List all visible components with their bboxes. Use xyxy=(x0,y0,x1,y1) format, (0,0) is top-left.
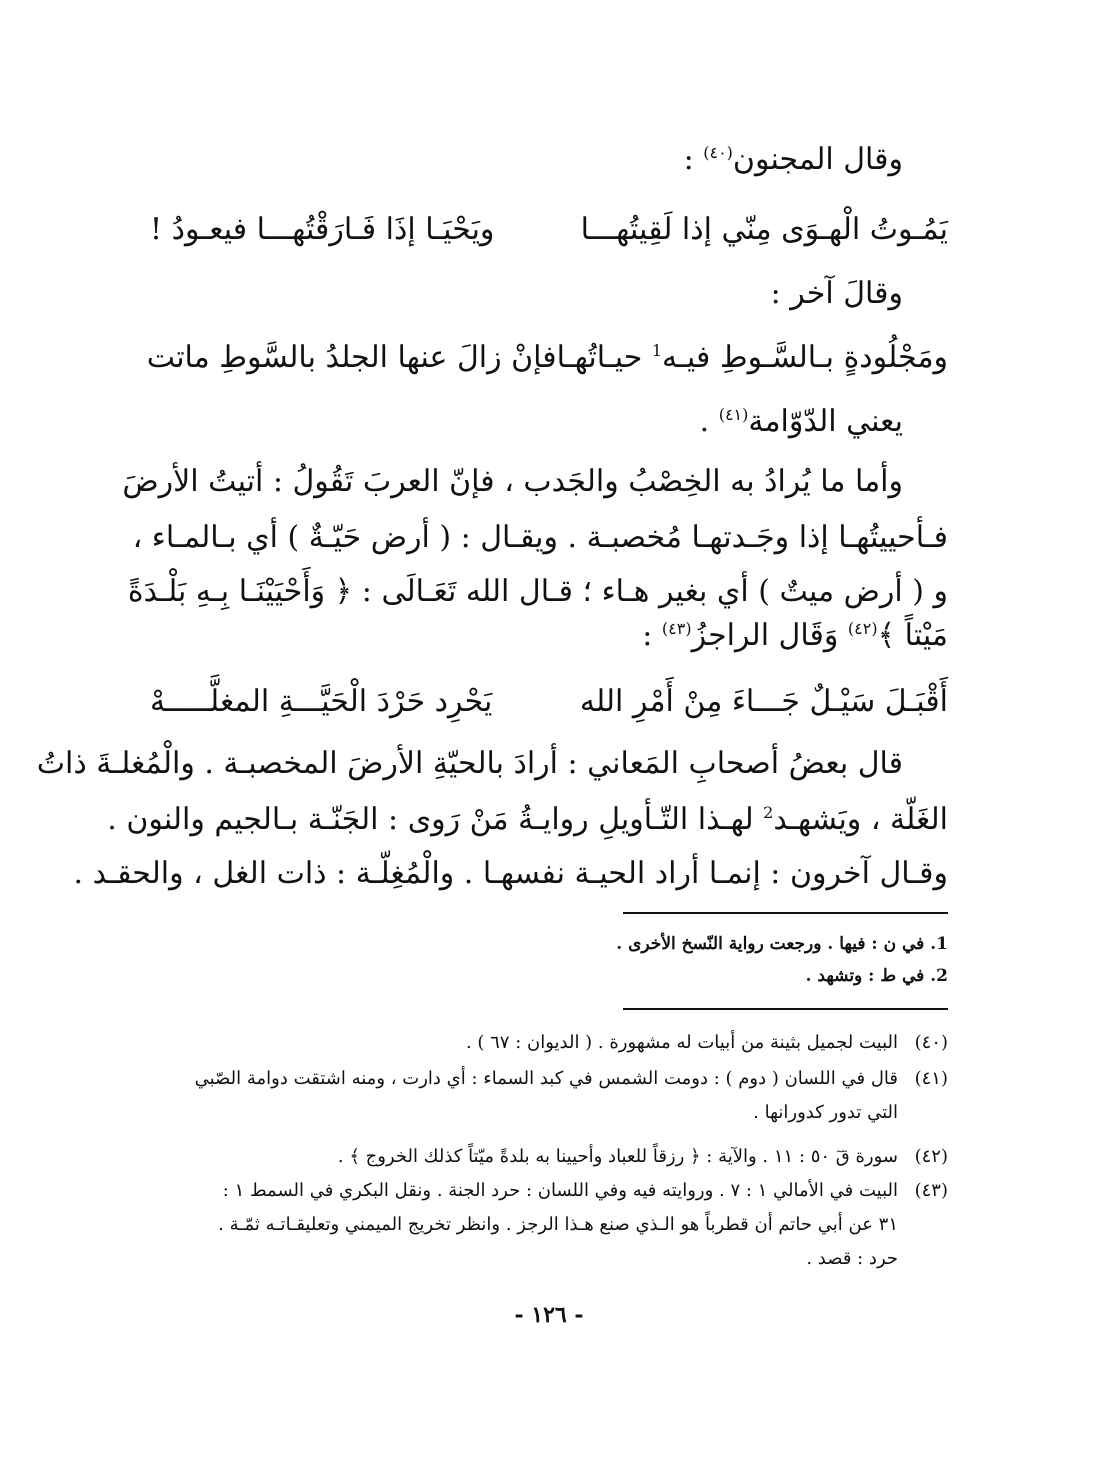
note-number: (٤٣) xyxy=(914,1180,948,1201)
note-number: (٤١) xyxy=(914,1068,948,1089)
note-line: ٣١ عن أبي حاتم أن قطرباً هو الـذي صنع هـذا الرجز . وانظر تخريج الميمني وتعليقـاتـه ثمّـة . xyxy=(218,1214,898,1235)
reference-marker: (٤٢) xyxy=(847,619,878,638)
text: : xyxy=(642,618,662,653)
text: يعني الدّوّامة xyxy=(748,404,903,439)
text: حيـاتُهـا xyxy=(556,340,652,375)
paragraph-2-line-2 xyxy=(107,802,948,837)
footnote-2: 2. في ط : وتشهد . xyxy=(805,966,948,986)
footnote-1: 1. في ن : فيها . ورجعت رواية النّسخ الأخرى . xyxy=(616,934,948,954)
text: الغَلّة ، ويَشهـد xyxy=(773,802,948,837)
intro-line-other: وقالَ آخر : xyxy=(770,276,903,311)
note-41 xyxy=(150,1068,948,1128)
reference-marker: (٤١) xyxy=(718,405,749,424)
notes-divider xyxy=(623,1008,948,1010)
verse-2-first-hemistich xyxy=(557,340,948,375)
page-number: - ١٢٦ - xyxy=(514,1302,584,1328)
verse-1-second-hemistich: ويَحْيَـا إذَا فَـارَقْتُهـــا فيعـودُ ! xyxy=(150,212,495,247)
explanation-line xyxy=(150,404,903,439)
reference-marker: (٤٠) xyxy=(703,143,733,162)
paragraph-1-line-2: فـأحييتُهـا إذا وجَـدتهـا مُخصبـة . ويقـال : ( أرض حَيّـةٌ ) أي بـالمـاء ، xyxy=(132,520,948,555)
note-line: سورة قٓ ٥٠ : ١١ . والآية : ﴿ رزقاً للعباد وأحيينا به بلدةً ميّتاً كذلك الخروج ﴾ . xyxy=(337,1146,898,1167)
footnote-divider xyxy=(623,912,948,914)
footnote-marker: 2 xyxy=(763,803,774,822)
note-line: قال في اللسان ( دوم ) : دومت الشمس في كبد السماء : أي دارت ، ومنه اشتقت دوامة الصّبي xyxy=(194,1068,898,1089)
text: : xyxy=(683,142,704,177)
text: لهـذا التّـأويلِ روايـةُ مَنْ رَوى : الجَنّـة بـالجيم والنون . xyxy=(107,802,764,837)
paragraph-1-line-1: وأما ما يُرادُ به الخِصْبُ والجَدب ، فإنّ العربَ تَقُولُ : أتيتُ الأرضَ xyxy=(122,464,903,499)
reference-marker: (٤٣) xyxy=(661,619,692,638)
verse-3 xyxy=(150,684,948,719)
note-text xyxy=(150,1032,898,1053)
note-43 xyxy=(150,1180,948,1280)
paragraph-1-line-3: و ( أرض ميتٌ ) أي بغير هـاء ؛ قـال الله تَعَـالَى : ﴿ وَأَحْيَيْنَـا بِـهِ بَلْـدَةً xyxy=(127,574,948,609)
paragraph-1-line-4 xyxy=(150,618,948,653)
verse-1 xyxy=(150,212,948,247)
verse-3-second-hemistich: يَحْرِد حَرْدَ الْحَيَّـــةِ المغلَّـــــهْ xyxy=(150,684,493,719)
verse-2-second-hemistich: فإنْ زالَ عنها الجلدُ بالسَّوطِ ماتت xyxy=(146,340,557,375)
note-line: حرد : قصد . xyxy=(806,1248,898,1269)
note-text xyxy=(150,1180,898,1269)
text: مَيْتاً ﴾ xyxy=(877,618,948,653)
note-line: البيت لجميل بثينة من أبيات له مشهورة . ( الديوان : ٦٧ ) . xyxy=(465,1032,898,1053)
note-40 xyxy=(150,1032,948,1062)
note-42 xyxy=(150,1146,948,1176)
paragraph-2-line-3: وقـال آخرون : إنمـا أراد الحيـة نفسهـا . والْمُغِلّـة : ذات الغل ، والحقـد . xyxy=(73,856,948,891)
note-number: (٤٠) xyxy=(914,1032,948,1053)
note-text xyxy=(150,1146,898,1167)
text: ومَجْلُودةٍ بـالسَّـوطِ فيـه xyxy=(662,340,948,375)
paragraph-2-line-1: قال بعضُ أصحابِ المَعاني : أرادَ بالحيّةِ الأرضَ المخصبـة . والْمُغلـةَ ذاتُ xyxy=(36,746,903,781)
note-line: التي تدور كدورانها . xyxy=(753,1102,898,1123)
verse-1-first-hemistich: يَمُـوتُ الْهـوَى مِنّي إذا لَقِيتُهـــا xyxy=(580,212,948,247)
verse-3-first-hemistich: أَقْبَـلَ سَيْـلٌ جَـــاءَ مِنْ أَمْرِ الله xyxy=(579,684,948,719)
text: . xyxy=(699,404,719,439)
note-line: البيت في الأمالي ١ : ٧ . وروايته فيه وفي اللسان : حرد الجنة . ونقل البكري في السمط ١ : xyxy=(222,1180,898,1201)
text: وقال المجنون xyxy=(732,142,903,177)
note-text xyxy=(150,1068,898,1123)
intro-line-majnun xyxy=(150,142,903,177)
text: وَقَال الراجزُ xyxy=(691,618,848,653)
note-number: (٤٢) xyxy=(914,1146,948,1167)
footnote-marker: 1 xyxy=(651,341,663,360)
verse-2 xyxy=(146,340,948,375)
